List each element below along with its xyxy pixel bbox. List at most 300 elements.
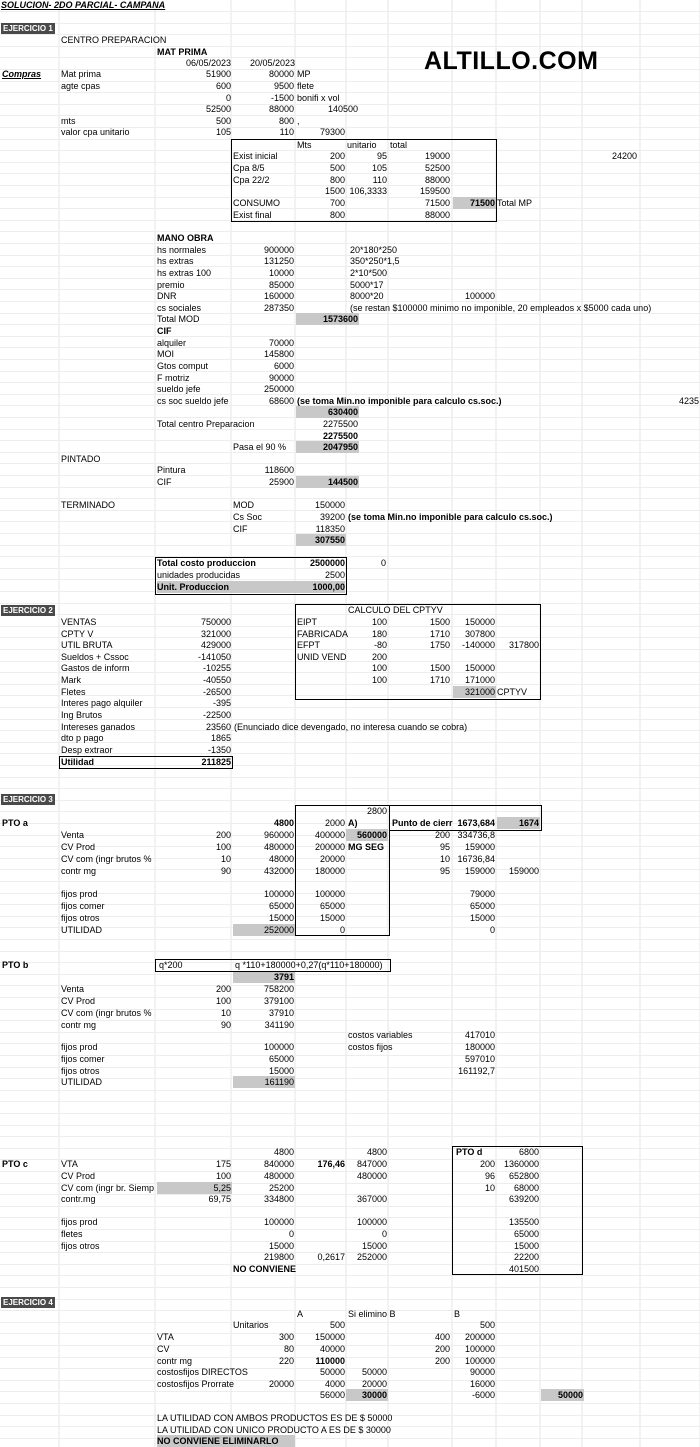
cell: 400000: [314, 830, 345, 840]
cell: 500: [479, 1320, 495, 1330]
cell: fijos comer: [61, 1054, 105, 1064]
cell: 4800: [273, 1147, 294, 1157]
cell: 95: [439, 866, 450, 876]
cell: 250000: [263, 384, 294, 394]
cell: 100000: [263, 1042, 294, 1052]
cell: 20/05/2023: [250, 58, 296, 68]
cell: 16736,84: [457, 854, 495, 864]
cell: MOD: [233, 500, 254, 510]
cell: 71500: [424, 198, 450, 208]
cell: 350*250*1,5: [350, 256, 400, 266]
cell: premio: [157, 280, 185, 290]
cell: NO CONVIENE ELIMINARLO: [157, 1436, 279, 1446]
cell: 100000: [263, 1217, 294, 1227]
cell: Exist inicial: [233, 151, 278, 161]
cell: VENTAS: [61, 617, 97, 627]
cell: 500: [215, 116, 231, 126]
cell: 6800: [518, 1147, 539, 1157]
cell: 159000: [508, 866, 539, 876]
cell: NO CONVIENE: [233, 1264, 297, 1274]
cell: 1865: [210, 733, 231, 743]
cell: 432000: [263, 866, 294, 876]
cell: VTA: [157, 1332, 174, 1342]
cell: Cpa 8/5: [233, 163, 265, 173]
cell: 652800: [508, 1171, 539, 1181]
cell: CV Prod: [61, 996, 96, 1006]
cell: 65000: [469, 901, 495, 911]
cell: PTO c: [2, 1159, 28, 1169]
cell: Intereses ganados: [61, 722, 136, 732]
cell: Punto de cierr: [392, 818, 453, 828]
cell: 429000: [200, 640, 231, 650]
cell: 847000: [356, 1159, 387, 1169]
cell: 2800: [366, 806, 387, 816]
cell: 900000: [263, 245, 294, 255]
cell: 90000: [469, 1367, 495, 1377]
cell: 118350: [315, 524, 345, 534]
cell: 88000: [424, 175, 450, 185]
cell: 110000: [315, 1356, 345, 1366]
cell: CIF: [233, 524, 248, 534]
cell: 100000: [356, 1217, 387, 1227]
cell: q *110+180000+0,27(q*110+180000): [235, 960, 383, 970]
cell: 10000: [268, 268, 294, 278]
cell: fijos otros: [61, 1241, 100, 1251]
cell: 400: [434, 1332, 450, 1342]
cell: Utilidad: [61, 757, 94, 767]
cell: VTA: [61, 1159, 78, 1169]
cell: 321000: [200, 629, 231, 639]
cell: 200000: [314, 842, 345, 852]
cell: 220: [278, 1356, 294, 1366]
cell: 100000: [464, 1356, 495, 1366]
cell: 200: [434, 1356, 450, 1366]
cell: EJERCICIO 3: [3, 795, 53, 804]
cell: EJERCICIO 4: [3, 1298, 53, 1307]
cell: 252000: [263, 925, 294, 935]
cell: (se restan $100000 minimo no imponible, 20 empleados x $5000 cada uno): [350, 303, 652, 313]
cell: bonifi x vol: [297, 93, 340, 103]
cell: 65000: [319, 901, 345, 911]
cell: 200: [434, 1344, 450, 1354]
cell: Unitarios: [233, 1320, 269, 1330]
cell: 2047950: [322, 442, 358, 452]
cell: MP: [297, 69, 311, 79]
cell: Pasa el 90 %: [233, 442, 287, 452]
cell: 71500: [469, 198, 495, 208]
cell: B: [454, 1309, 461, 1319]
cell: 48000: [268, 854, 294, 864]
cell: 252000: [356, 1252, 387, 1262]
cell: (se toma Min.no imponible para calculo cs.soc.): [348, 512, 553, 522]
cell: ,: [297, 116, 300, 126]
cell: 180000: [464, 1042, 495, 1052]
cell: 700: [329, 198, 345, 208]
cell: CIF: [157, 326, 172, 336]
cell: contr mg: [61, 866, 97, 876]
cell: 2500000: [309, 558, 345, 568]
cell: EFPT: [297, 640, 321, 650]
cell: 80000: [268, 69, 294, 79]
cell: 200: [434, 830, 450, 840]
cell: 1750: [429, 640, 450, 650]
cell: Sueldos + Cssoc: [61, 652, 129, 662]
cell: Cs Soc: [233, 512, 263, 522]
cell: Total MOD: [157, 314, 200, 324]
cell: 100000: [464, 1344, 495, 1354]
cell: 06/05/2023: [186, 58, 232, 68]
cell: 4235: [678, 396, 699, 406]
cell: 4800: [273, 818, 294, 828]
cell: PTO d: [456, 1147, 483, 1157]
cell: 180: [371, 629, 387, 639]
cell: 161192,7: [458, 1066, 495, 1076]
cell: 106,3333: [349, 186, 387, 196]
cell: 40000: [319, 1344, 345, 1354]
cell: 68600: [268, 396, 294, 406]
cell: 140500: [327, 104, 358, 114]
cell: 100000: [263, 889, 294, 899]
cell: -6000: [471, 1390, 495, 1400]
cell: CONSUMO: [233, 198, 280, 208]
cell: cs sociales: [157, 303, 202, 313]
cell: Total centro Preparacion: [157, 419, 255, 429]
cell: LA UTILIDAD CON AMBOS PRODUCTOS ES DE $ 50000: [157, 1413, 393, 1423]
cell: 1500: [324, 186, 345, 196]
cell: -10255: [202, 663, 231, 673]
cell: MG SEG: [348, 842, 385, 852]
cell: 159500: [419, 186, 450, 196]
cell: 15000: [268, 1241, 294, 1251]
cell: 560000: [356, 830, 387, 840]
cell: 334800: [263, 1194, 294, 1204]
cell: 0: [381, 1229, 387, 1239]
cell: CV Prod: [61, 842, 96, 852]
cell: hs extras: [157, 256, 194, 266]
cell: 630400: [327, 407, 358, 417]
cell: fijos prod: [61, 1217, 98, 1227]
cell: -80: [373, 640, 387, 650]
cell: 90: [220, 866, 231, 876]
cell: fijos prod: [61, 1042, 98, 1052]
cell: 750000: [200, 617, 231, 627]
cell: 1000,00: [312, 582, 345, 592]
cell: TERMINADO: [61, 500, 115, 510]
cell: 144500: [327, 477, 358, 487]
cell: UTIL BRUTA: [61, 640, 113, 650]
cell: 95: [439, 842, 450, 852]
cell: EJERCICIO 2: [3, 606, 53, 615]
cell: -40550: [202, 675, 231, 685]
cell: 9500: [273, 81, 294, 91]
cell: sueldo jefe: [157, 384, 201, 394]
cell: 307550: [314, 535, 345, 545]
cell: PINTADO: [61, 454, 101, 464]
cell: 88000: [268, 104, 294, 114]
cell: MOI: [157, 349, 174, 359]
cell: costosfijos DIRECTOS: [157, 1367, 248, 1377]
cell: q*200: [159, 960, 183, 970]
cell: 110: [372, 175, 387, 185]
cell: Pintura: [157, 465, 186, 475]
cell: -22500: [202, 710, 231, 720]
altillo-logo: ALTILLO.COM: [424, 47, 599, 75]
cell: 200: [479, 1159, 495, 1169]
cell: contr.mg: [61, 1194, 96, 1204]
cell: 10: [220, 1008, 231, 1018]
cell: 50000: [557, 1390, 583, 1400]
cell: -141050: [197, 652, 231, 662]
cell: 50000: [361, 1367, 387, 1377]
cell: 0,2617: [317, 1252, 345, 1262]
cell: Gastos de inform: [61, 663, 130, 673]
cell: 95: [376, 151, 387, 161]
cell: 37910: [268, 1008, 294, 1018]
cell: 480000: [356, 1171, 387, 1181]
cell: 175: [215, 1159, 231, 1169]
cell: 20000: [268, 1379, 294, 1389]
cell: 110: [279, 127, 294, 137]
cell: 200000: [464, 1332, 495, 1342]
cell: MAT PRIMA: [157, 47, 208, 57]
cell: 200: [215, 830, 231, 840]
cell: costos fijos: [348, 1042, 393, 1052]
cell: UTILIDAD: [61, 1077, 103, 1087]
cell: 22200: [513, 1252, 539, 1262]
cell: 480000: [263, 1171, 294, 1181]
cell: 2275500: [322, 419, 358, 429]
cell: 960000: [263, 830, 294, 840]
cell: fletes: [61, 1229, 83, 1239]
cell: 307800: [464, 629, 495, 639]
cell: total: [390, 140, 408, 150]
cell: EIPT: [297, 617, 318, 627]
cell: fijos comer: [61, 901, 105, 911]
cell: 401500: [508, 1264, 539, 1274]
cell: 56000: [319, 1390, 345, 1400]
cell: 150000: [314, 1332, 345, 1342]
cell: 150000: [464, 663, 495, 673]
cell: 100: [215, 842, 231, 852]
cell: Compras: [2, 69, 42, 79]
cell: 0: [288, 1229, 294, 1239]
cell: 65000: [268, 901, 294, 911]
cell: hs normales: [157, 245, 207, 255]
cell: 800: [329, 210, 345, 220]
cell: 2275500: [322, 431, 358, 441]
cell: 0: [489, 925, 495, 935]
cell: 15000: [268, 913, 294, 923]
cell: 1674: [518, 818, 539, 828]
cell: 4000: [324, 1379, 345, 1389]
cell: CPTY V: [61, 629, 94, 639]
cell: MANO OBRA: [157, 233, 214, 243]
cell: 105: [215, 127, 231, 137]
cell: 15000: [469, 913, 495, 923]
cell: 100000: [464, 291, 495, 301]
cell: CPTYV: [497, 687, 528, 697]
cell: A): [348, 818, 358, 828]
cell: 100: [215, 996, 231, 1006]
cell: 1360000: [503, 1159, 539, 1169]
cell: F motriz: [157, 373, 190, 383]
cell: 1500: [429, 663, 450, 673]
cell: costos variables: [348, 1030, 413, 1040]
cell: 317800: [508, 640, 539, 650]
cell: 0: [380, 558, 386, 568]
cell: 500: [329, 163, 345, 173]
cell: 341190: [264, 1020, 294, 1030]
cell: CV: [157, 1344, 170, 1354]
cell: 287350: [263, 303, 294, 313]
cell: 171000: [464, 675, 495, 685]
cell: 50000: [319, 1367, 345, 1377]
cell: Fletes: [61, 687, 86, 697]
cell: -1500: [270, 93, 294, 103]
cell: unitario: [347, 140, 377, 150]
cell: 840000: [263, 1159, 294, 1169]
cell: 8000*20: [350, 291, 384, 301]
cell: 200: [329, 151, 345, 161]
cell: 10: [220, 854, 231, 864]
cell: Cpa 22/2: [233, 175, 270, 185]
cell: Mts: [297, 140, 312, 150]
cell: 367000: [356, 1194, 387, 1204]
cell: 16000: [469, 1379, 495, 1389]
cell: cs soc sueldo jefe: [157, 396, 229, 406]
cell: CV com (ingr brutos %: [61, 854, 152, 864]
cell: 90000: [268, 373, 294, 383]
cell: 379100: [263, 996, 294, 1006]
cell: CV Prod: [61, 1171, 96, 1181]
cell: fijos prod: [61, 889, 98, 899]
cell: 68000: [513, 1183, 539, 1193]
cell: 118600: [264, 465, 294, 475]
cell: 10: [439, 854, 450, 864]
cell: 159000: [464, 842, 495, 852]
cell: CV com (ingr br. Siemp: [61, 1183, 155, 1193]
cell: DNR: [157, 291, 177, 301]
cell: 25200: [268, 1183, 294, 1193]
cell: costosfijos Prorrate: [157, 1379, 235, 1389]
cell: UTILIDAD: [61, 925, 103, 935]
cell: dto p pago: [61, 733, 104, 743]
cell: agte cpas: [61, 81, 101, 91]
cell: 300: [278, 1332, 294, 1342]
cell: FABRICADA: [297, 629, 349, 639]
cell: 100: [215, 1171, 231, 1181]
cell: contr mg: [157, 1356, 193, 1366]
cell: fijos otros: [61, 913, 100, 923]
cell: 25900: [268, 477, 294, 487]
cell: 65000: [513, 1229, 539, 1239]
cell: PTO a: [2, 818, 28, 828]
cell: -140000: [461, 640, 495, 650]
cell: 88000: [424, 210, 450, 220]
cell: Ing Brutos: [61, 710, 103, 720]
cell: 417010: [464, 1030, 495, 1040]
cell: 219800: [263, 1252, 294, 1262]
cell: 0: [225, 93, 231, 103]
cell: 69,75: [208, 1194, 231, 1204]
cell: CV com (ingr brutos %: [61, 1008, 152, 1018]
cell: UNID VEND: [297, 652, 347, 662]
cell: -26500: [202, 687, 231, 697]
cell: 51900: [205, 69, 231, 79]
cell: 100: [371, 663, 387, 673]
cell: 200: [215, 984, 231, 994]
cell: flete: [297, 81, 315, 91]
cell: 2500: [324, 570, 345, 580]
cell: LA UTILIDAD CON UNICO PRODUCTO A ES DE $ 30000: [157, 1425, 391, 1435]
cell: 10: [484, 1183, 495, 1193]
cell: 1673,684: [457, 818, 495, 828]
cell: 15000: [513, 1241, 539, 1251]
cell: 20000: [361, 1379, 387, 1389]
cell: 4800: [366, 1147, 387, 1157]
cell: 159000: [464, 866, 495, 876]
cell: A: [297, 1309, 304, 1319]
cell: Gtos comput: [157, 361, 209, 371]
cell: Unit. Produccion: [157, 582, 229, 592]
cell: 39200: [319, 512, 345, 522]
cell: 19000: [424, 151, 450, 161]
cell: 23560: [205, 722, 231, 732]
cell: 15000: [268, 1066, 294, 1076]
cell: 800: [329, 175, 345, 185]
cell: 639200: [508, 1194, 539, 1204]
cell: hs extras 100: [157, 268, 212, 278]
cell: CENTRO PREPARACION: [61, 35, 167, 45]
cell: fijos otros: [61, 1066, 100, 1076]
cell: 6000: [273, 361, 294, 371]
cell: 85000: [268, 280, 294, 290]
cell: 480000: [263, 842, 294, 852]
cell: Mat prima: [61, 69, 102, 79]
cell: 20000: [319, 854, 345, 864]
cell: 2*10*500: [350, 268, 388, 278]
cell: 79300: [319, 127, 345, 137]
cell: 200: [371, 652, 387, 662]
cell: 161190: [264, 1077, 294, 1087]
cell: 211825: [201, 757, 231, 767]
cell: CIF: [157, 477, 172, 487]
cell: 1573600: [322, 314, 358, 324]
cell: Venta: [61, 984, 85, 994]
cell: 800: [278, 116, 294, 126]
cell: 1710: [429, 629, 450, 639]
cell: 70000: [268, 338, 294, 348]
cell: 5000*17: [350, 280, 384, 290]
cell: EJERCICIO 1: [3, 24, 53, 33]
cell: valor cpa unitario: [61, 127, 130, 137]
cell: 2000: [324, 818, 345, 828]
cell: 96: [484, 1171, 495, 1181]
cell: 150000: [464, 617, 495, 627]
cell: 160000: [263, 291, 294, 301]
cell: 15000: [361, 1241, 387, 1251]
cell: 321000: [464, 687, 495, 697]
cell: unidades producidas: [157, 570, 241, 580]
cell: 135500: [508, 1217, 539, 1227]
cell: (Enunciado dice devengado, no interesa cuando se cobra): [234, 722, 468, 732]
cell: PTO b: [2, 960, 29, 970]
cell: 90: [220, 1020, 231, 1030]
cell: SOLUCION- 2DO PARCIAL- CAMPANA: [1, 0, 166, 10]
cell: 758200: [263, 984, 294, 994]
cell: mts: [61, 116, 76, 126]
cell: 24200: [611, 151, 637, 161]
